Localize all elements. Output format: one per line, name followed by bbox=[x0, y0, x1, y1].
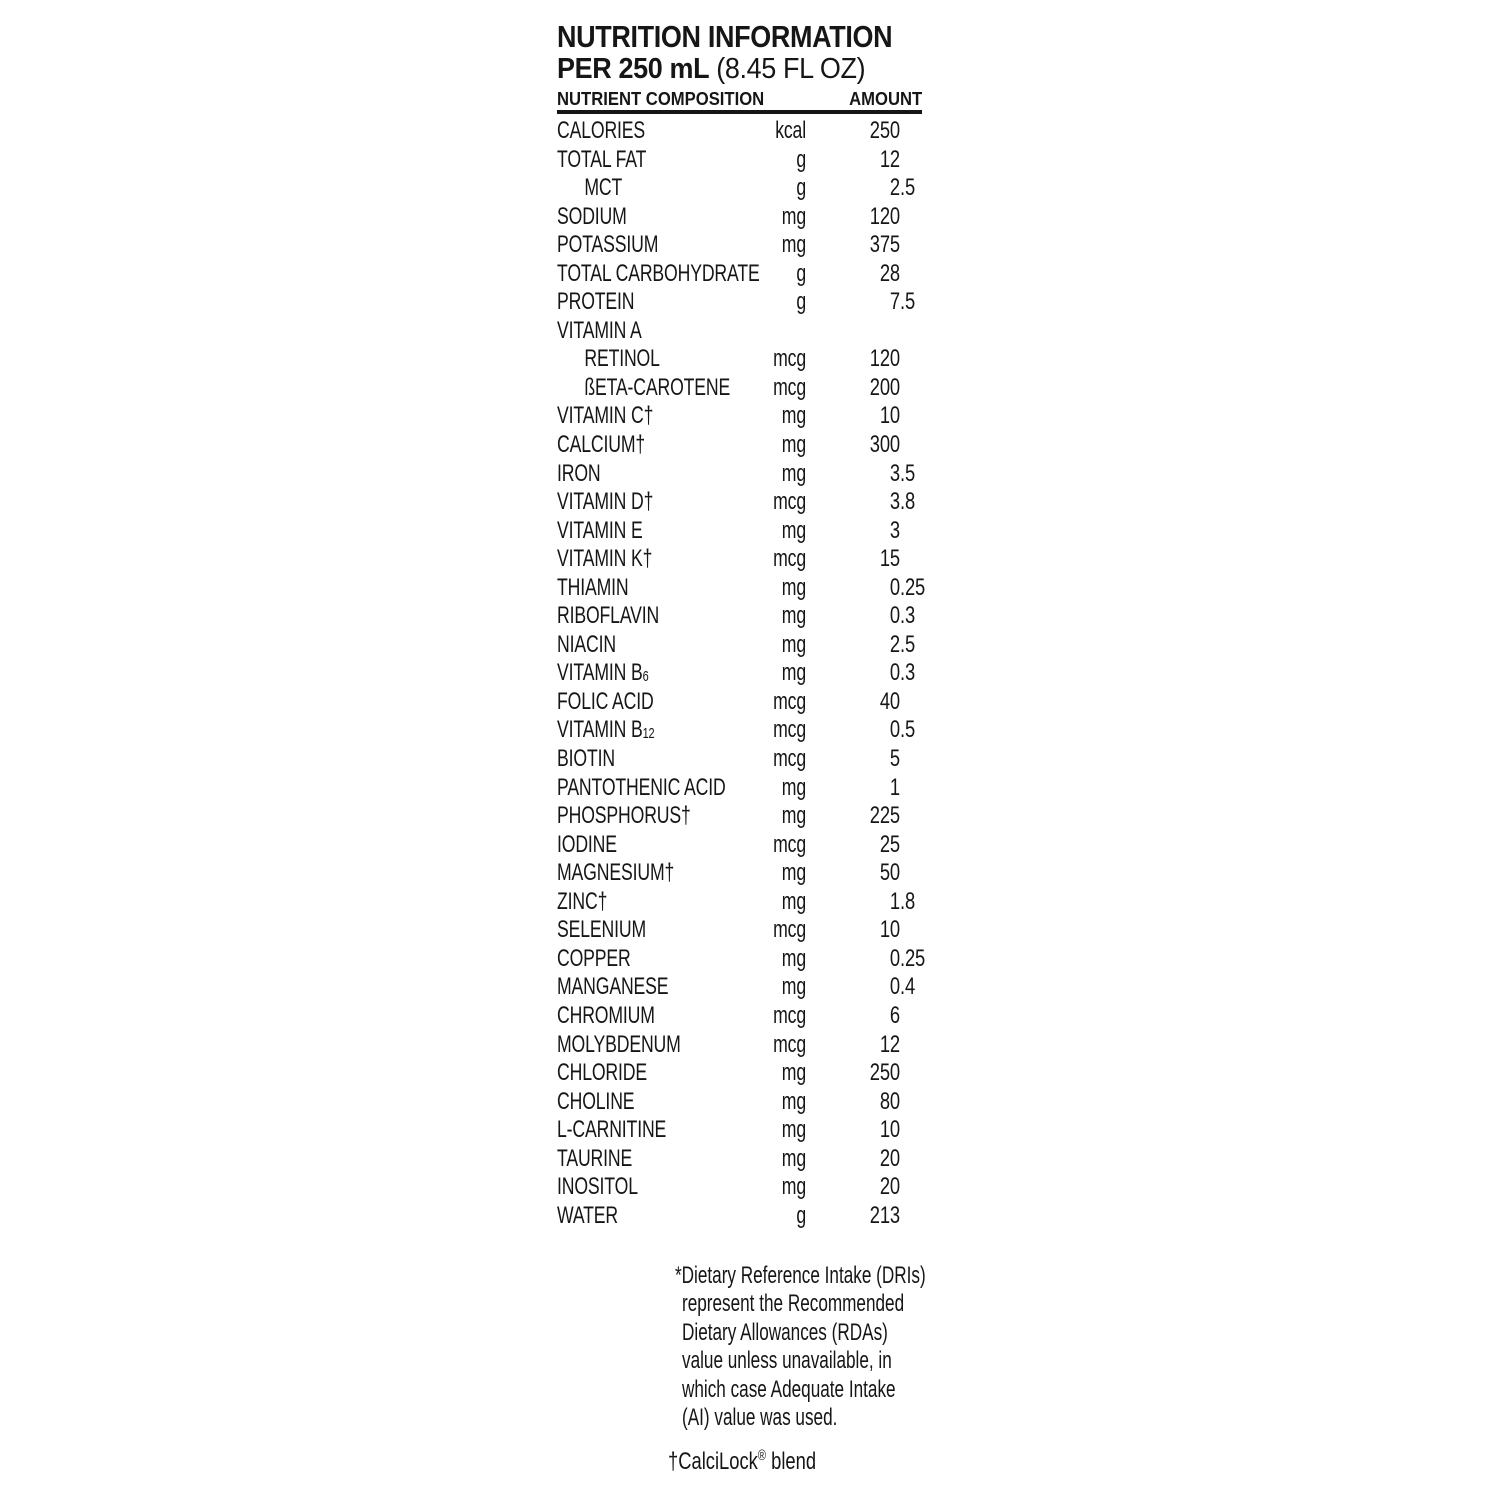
amount-integer: 20 bbox=[879, 1144, 900, 1172]
dri-footnote-line: which case Adequate Intake bbox=[682, 1375, 896, 1403]
table-row bbox=[557, 1002, 922, 1031]
amount-integer: 375 bbox=[869, 231, 900, 259]
amount-integer: 0 bbox=[889, 944, 900, 972]
amount-integer: 25 bbox=[879, 830, 900, 858]
amount-integer: 6 bbox=[889, 1001, 900, 1029]
serving-size-metric: PER 250 mL bbox=[557, 53, 710, 85]
amount-fraction bbox=[900, 916, 917, 945]
amount-fraction bbox=[900, 774, 917, 803]
nutrient-label: TAURINE bbox=[557, 1144, 633, 1172]
nutrient-label: WATER bbox=[557, 1201, 619, 1229]
amount-integer: 0 bbox=[889, 716, 900, 744]
nutrient-unit: mcg bbox=[773, 916, 806, 944]
calcilock-dagger-brand: †CalciLock bbox=[668, 1448, 758, 1476]
table-row bbox=[557, 831, 922, 860]
nutrient-label: IODINE bbox=[557, 830, 617, 858]
nutrient-unit: mg bbox=[781, 1173, 806, 1201]
nutrient-unit: mcg bbox=[773, 745, 806, 773]
amount-integer: 15 bbox=[879, 545, 900, 573]
nutrient-label: VITAMIN $B_6$ bbox=[557, 659, 649, 687]
table-row bbox=[557, 573, 926, 603]
nutrient-unit: mcg bbox=[773, 545, 806, 573]
nutrient-label: RIBOFLAVIN bbox=[557, 602, 660, 630]
nutrient-unit: mg bbox=[781, 1087, 806, 1115]
nutrient-unit: mg bbox=[781, 659, 806, 687]
table-row bbox=[557, 888, 922, 917]
amount-fraction: .5 bbox=[900, 630, 916, 658]
registered-trademark-symbol: ® bbox=[757, 1448, 767, 1464]
nutrient-label: MOLYBDENUM bbox=[557, 1030, 681, 1058]
amount-fraction bbox=[900, 231, 917, 260]
calcilock-footnote bbox=[668, 1441, 816, 1477]
amount-integer: 250 bbox=[869, 117, 900, 144]
table-row bbox=[557, 288, 922, 317]
amount-integer: 0 bbox=[889, 602, 900, 630]
nutrient-unit: mg bbox=[781, 1144, 806, 1172]
table-row bbox=[557, 1031, 922, 1060]
amount-integer: 120 bbox=[869, 202, 900, 230]
amount-fraction bbox=[900, 517, 917, 546]
nutrient-label: BIOTIN bbox=[557, 745, 615, 773]
nutrient-label: CHLORIDE bbox=[557, 1059, 648, 1087]
table-row bbox=[557, 973, 922, 1002]
amount-fraction: .5 bbox=[900, 459, 916, 487]
amount-fraction: .25 bbox=[900, 944, 926, 972]
nutrient-label: VITAMIN $B_{12}$ bbox=[557, 716, 655, 744]
amount-integer: 300 bbox=[869, 431, 900, 459]
nutrient-unit: mg bbox=[781, 516, 806, 544]
amount-fraction bbox=[900, 345, 917, 374]
nutrient-label: VITAMIN A bbox=[557, 316, 642, 344]
table-row bbox=[557, 260, 922, 289]
nutrient-label: MCT bbox=[584, 174, 623, 202]
amount-integer: 5 bbox=[889, 745, 900, 773]
table-header bbox=[557, 89, 922, 109]
amount-fraction bbox=[900, 545, 917, 574]
table-row bbox=[557, 916, 922, 945]
amount-fraction: .25 bbox=[900, 573, 926, 601]
amount-fraction bbox=[900, 317, 917, 346]
serving-size-line bbox=[557, 53, 896, 85]
nutrient-unit: mg bbox=[781, 887, 806, 915]
amount-fraction bbox=[900, 146, 917, 175]
table-row bbox=[557, 774, 922, 803]
table-row bbox=[557, 1173, 922, 1202]
header-divider bbox=[557, 110, 922, 114]
table-row bbox=[557, 174, 922, 203]
amount-fraction: .8 bbox=[900, 887, 916, 915]
amount-integer: 7 bbox=[889, 288, 900, 316]
table-row bbox=[557, 602, 922, 631]
nutrient-unit: mg bbox=[781, 944, 806, 972]
amount-integer: 20 bbox=[879, 1173, 900, 1201]
amount-fraction bbox=[900, 1173, 917, 1202]
nutrient-label: MAGNESIUM† bbox=[557, 859, 675, 887]
nutrient-unit: mcg bbox=[773, 1001, 806, 1029]
amount-integer: 0 bbox=[889, 659, 900, 687]
nutrient-unit: mg bbox=[781, 802, 806, 830]
nutrient-label: CALCIUM† bbox=[557, 431, 646, 459]
table-row bbox=[557, 1059, 922, 1088]
amount-fraction bbox=[900, 431, 917, 460]
amount-fraction bbox=[900, 203, 917, 232]
nutrient-unit: g bbox=[796, 259, 806, 287]
table-row bbox=[557, 859, 922, 888]
amount-integer: 1 bbox=[889, 887, 900, 915]
nutrient-label: ZINC† bbox=[557, 887, 608, 915]
amount-integer: 40 bbox=[879, 687, 900, 715]
table-row bbox=[557, 1145, 922, 1174]
table-row bbox=[557, 317, 922, 346]
nutrient-unit: mg bbox=[781, 573, 806, 601]
nutrient-unit: g bbox=[796, 1201, 806, 1229]
amount-fraction bbox=[900, 688, 917, 717]
nutrient-label: TOTAL FAT bbox=[557, 145, 647, 173]
table-row bbox=[557, 374, 922, 403]
amount-fraction: .3 bbox=[900, 602, 916, 630]
nutrient-label: CHOLINE bbox=[557, 1087, 635, 1115]
nutrient-label: SODIUM bbox=[557, 202, 627, 230]
amount-integer: 12 bbox=[879, 1030, 900, 1058]
nutrient-label: NIACIN bbox=[557, 630, 616, 658]
nutrient-unit: mcg bbox=[773, 830, 806, 858]
table-row bbox=[557, 659, 922, 688]
nutrient-label: PHOSPHORUS† bbox=[557, 802, 691, 830]
nutrient-unit: mg bbox=[781, 602, 806, 630]
table-row bbox=[557, 716, 922, 745]
amount-fraction bbox=[900, 374, 917, 403]
nutrient-unit: mg bbox=[781, 859, 806, 887]
amount-fraction bbox=[900, 1202, 917, 1231]
amount-fraction bbox=[900, 402, 917, 431]
dri-footnote-line: value unless unavailable, in bbox=[682, 1347, 892, 1375]
nutrient-unit: mcg bbox=[773, 687, 806, 715]
nutrient-label: VITAMIN K† bbox=[557, 545, 653, 573]
nutrient-unit: mg bbox=[781, 231, 806, 259]
nutrient-unit: mg bbox=[781, 1116, 806, 1144]
table-row bbox=[557, 402, 922, 431]
table-row bbox=[557, 802, 922, 831]
nutrient-unit: mg bbox=[781, 630, 806, 658]
amount-fraction bbox=[900, 1116, 917, 1145]
amount-integer: 200 bbox=[869, 373, 900, 401]
amount-fraction bbox=[900, 859, 917, 888]
nutrient-label: IRON bbox=[557, 459, 601, 487]
nutrient-unit: mcg bbox=[773, 1030, 806, 1058]
nutrient-label: TOTAL CARBOHYDRATE bbox=[557, 259, 760, 287]
dri-footnote-line: represent the Recommended bbox=[682, 1290, 905, 1318]
amount-fraction bbox=[900, 1031, 917, 1060]
nutrition-table bbox=[557, 117, 926, 1230]
nutrient-unit: mg bbox=[781, 402, 806, 430]
nutrient-unit: mcg bbox=[773, 488, 806, 516]
dri-footnote-line: *Dietary Reference Intake (DRIs) bbox=[675, 1262, 926, 1289]
nutrient-unit: mcg bbox=[773, 716, 806, 744]
nutrient-label: POTASSIUM bbox=[557, 231, 659, 259]
nutrient-label: MANGANESE bbox=[557, 973, 669, 1001]
amount-integer: 2 bbox=[889, 174, 900, 202]
table-row bbox=[557, 1088, 922, 1117]
amount-fraction: .5 bbox=[900, 716, 916, 744]
label-title: NUTRITION INFORMATION bbox=[557, 19, 893, 54]
nutrient-unit: g bbox=[796, 288, 806, 316]
amount-fraction: .5 bbox=[900, 288, 916, 316]
table-row bbox=[557, 460, 922, 489]
dri-footnote-line: Dietary Allowances (RDAs) bbox=[682, 1318, 888, 1346]
nutrient-label: VITAMIN C† bbox=[557, 402, 654, 430]
amount-fraction bbox=[900, 260, 917, 289]
nutrient-label: ßETA-CAROTENE bbox=[584, 373, 731, 401]
amount-integer: 10 bbox=[879, 402, 900, 430]
nutrient-unit: mg bbox=[781, 1059, 806, 1087]
nutrient-label: COPPER bbox=[557, 944, 631, 972]
nutrient-label: THIAMIN bbox=[557, 573, 629, 601]
table-row bbox=[557, 1116, 922, 1145]
amount-integer: 0 bbox=[889, 973, 900, 1001]
amount-fraction: .8 bbox=[900, 488, 916, 516]
nutrient-unit: kcal bbox=[775, 117, 806, 144]
nutrient-label: L-CARNITINE bbox=[557, 1116, 667, 1144]
nutrient-label: PROTEIN bbox=[557, 288, 635, 316]
nutrient-unit: g bbox=[796, 145, 806, 173]
amount-integer: 1 bbox=[889, 773, 900, 801]
amount-integer: 120 bbox=[869, 345, 900, 373]
table-row bbox=[557, 944, 926, 974]
amount-integer: 12 bbox=[879, 145, 900, 173]
amount-integer: 213 bbox=[869, 1201, 900, 1229]
table-row bbox=[557, 231, 922, 260]
amount-integer: 10 bbox=[879, 1116, 900, 1144]
amount-integer bbox=[830, 317, 901, 346]
amount-fraction bbox=[900, 1002, 917, 1031]
nutrient-label: INOSITOL bbox=[557, 1173, 638, 1201]
nutrient-unit: mg bbox=[781, 202, 806, 230]
amount-integer: 250 bbox=[869, 1059, 900, 1087]
nutrient-label: VITAMIN D† bbox=[557, 488, 654, 516]
amount-fraction bbox=[900, 802, 917, 831]
amount-integer: 0 bbox=[889, 573, 900, 601]
calcilock-suffix: blend bbox=[766, 1448, 817, 1476]
amount-fraction bbox=[900, 1145, 917, 1174]
amount-integer: 80 bbox=[879, 1087, 900, 1115]
amount-integer: 10 bbox=[879, 916, 900, 944]
amount-fraction: .4 bbox=[900, 973, 916, 1001]
table-row bbox=[557, 631, 922, 660]
amount-integer: 225 bbox=[869, 802, 900, 830]
amount-fraction bbox=[900, 117, 917, 146]
amount-integer: 3 bbox=[889, 516, 900, 544]
table-row bbox=[557, 488, 922, 517]
table-row bbox=[557, 203, 922, 232]
nutrient-label: CALORIES bbox=[557, 117, 646, 144]
nutrient-unit: mcg bbox=[773, 373, 806, 401]
nutrient-label: VITAMIN E bbox=[557, 516, 643, 544]
nutrient-unit: g bbox=[796, 174, 806, 202]
serving-size-imperial: (8.45 FL OZ) bbox=[709, 53, 866, 85]
amount-fraction bbox=[900, 1059, 917, 1088]
amount-fraction bbox=[900, 745, 917, 774]
nutrient-label: RETINOL bbox=[584, 345, 660, 373]
column-header-amount: AMOUNT bbox=[848, 88, 922, 109]
table-row bbox=[557, 688, 922, 717]
amount-fraction: .5 bbox=[900, 174, 916, 202]
table-row bbox=[557, 431, 922, 460]
amount-integer: 50 bbox=[879, 859, 900, 887]
nutrient-label: SELENIUM bbox=[557, 916, 647, 944]
nutrient-label: FOLIC ACID bbox=[557, 687, 654, 715]
table-row bbox=[557, 345, 922, 374]
amount-fraction bbox=[900, 1088, 917, 1117]
amount-integer: 2 bbox=[889, 630, 900, 658]
table-row bbox=[557, 745, 922, 774]
amount-integer: 28 bbox=[879, 259, 900, 287]
nutrient-unit bbox=[763, 317, 806, 346]
nutrient-unit: mg bbox=[781, 431, 806, 459]
column-header-nutrient: NUTRIENT COMPOSITION bbox=[557, 88, 765, 109]
amount-fraction: .3 bbox=[900, 659, 916, 687]
amount-integer: 3 bbox=[889, 488, 900, 516]
table-row bbox=[557, 545, 922, 574]
amount-fraction bbox=[900, 831, 917, 860]
nutrient-label: PANTOTHENIC ACID bbox=[557, 773, 726, 801]
table-row bbox=[557, 1202, 922, 1231]
table-row bbox=[557, 146, 922, 175]
nutrient-unit: mg bbox=[781, 973, 806, 1001]
table-row bbox=[557, 517, 922, 546]
dri-footnote bbox=[675, 1262, 926, 1432]
amount-integer: 3 bbox=[889, 459, 900, 487]
nutrient-label: CHROMIUM bbox=[557, 1001, 655, 1029]
table-row bbox=[557, 117, 922, 146]
label-content bbox=[557, 19, 926, 1476]
nutrient-unit: mcg bbox=[773, 345, 806, 373]
dri-footnote-line: (AI) value was used. bbox=[682, 1404, 838, 1432]
nutrient-unit: mg bbox=[781, 459, 806, 487]
nutrient-unit: mg bbox=[781, 773, 806, 801]
